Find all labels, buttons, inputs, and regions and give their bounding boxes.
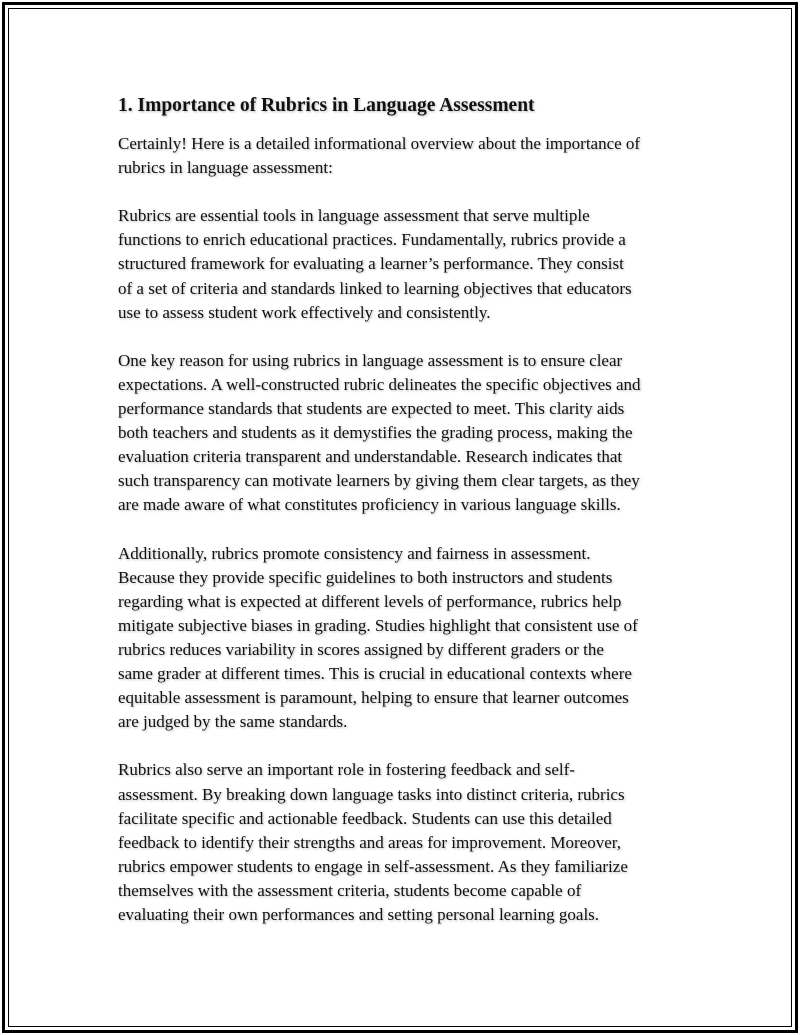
paragraph-line: One key reason for using rubrics in language assessment is to ensure clear [118, 350, 623, 370]
paragraph-line: expectations. A well-constructed rubric delineates the specific objectives and [118, 374, 641, 394]
paragraph-line: themselves with the assessment criteria, students become capable of [118, 880, 582, 900]
paragraph-line: facilitate specific and actionable feedback. Students can use this detailed [118, 808, 612, 828]
paragraph-line: evaluation criteria transparent and understandable. Research indicates that [118, 447, 623, 467]
paragraph-line: use to assess student work effectively and consistently. [118, 302, 491, 322]
paragraph-5 [118, 758, 698, 927]
paragraph-line: equitable assessment is paramount, helping to ensure that learner outcomes [118, 688, 629, 708]
document-body [118, 93, 698, 951]
paragraph-line: rubrics reduces variability in scores assigned by different graders or the [118, 639, 604, 659]
paragraph-line: are made aware of what constitutes proficiency in various language skills. [118, 495, 621, 515]
paragraph-1 [118, 132, 698, 180]
paragraph-line: Rubrics are essential tools in language assessment that serve multiple [118, 206, 590, 226]
paragraph-line: performance standards that students are expected to meet. This clarity aids [118, 399, 625, 419]
paragraph-2 [118, 204, 698, 324]
paragraph-line: mitigate subjective biases in grading. Studies highlight that consistent use of [118, 615, 638, 635]
paragraph-line: of a set of criteria and standards linked to learning objectives that educators [118, 278, 632, 298]
paragraph-line: functions to enrich educational practices. Fundamentally, rubrics provide a [118, 230, 626, 250]
paragraph-line: both teachers and students as it demystifies the grading process, making the [118, 423, 633, 443]
paragraph-line: Rubrics also serve an important role in fostering feedback and self- [118, 760, 575, 780]
paragraph-line: Certainly! Here is a detailed informational overview about the importance of [118, 134, 641, 153]
paragraph-3 [118, 349, 698, 518]
paragraph-line: such transparency can motivate learners by giving them clear targets, as they [118, 471, 640, 491]
paragraph-line: Additionally, rubrics promote consistency and fairness in assessment. [118, 543, 591, 563]
paragraph-line: evaluating their own performances and setting personal learning goals. [118, 905, 600, 924]
paragraph-line: structured framework for evaluating a learner’s performance. They consist [118, 254, 624, 274]
section-heading: 1. Importance of Rubrics in Language Assessment [118, 95, 535, 116]
paragraph-line: assessment. By breaking down language tasks into distinct criteria, rubrics [118, 784, 625, 804]
paragraph-list [118, 132, 698, 927]
paragraph-line: regarding what is expected at different levels of performance, rubrics help [118, 591, 622, 611]
paragraph-line: rubrics in language assessment: [118, 158, 333, 178]
paragraph-line: Because they provide specific guidelines to both instructors and students [118, 567, 613, 587]
paragraph-line: same grader at different times. This is crucial in educational contexts where [118, 664, 632, 684]
paragraph-line: rubrics empower students to engage in self-assessment. As they familiarize [118, 856, 628, 876]
paragraph-4 [118, 542, 698, 735]
paragraph-line: are judged by the same standards. [118, 712, 348, 732]
paragraph-line: feedback to identify their strengths and areas for improvement. Moreover, [118, 832, 622, 852]
